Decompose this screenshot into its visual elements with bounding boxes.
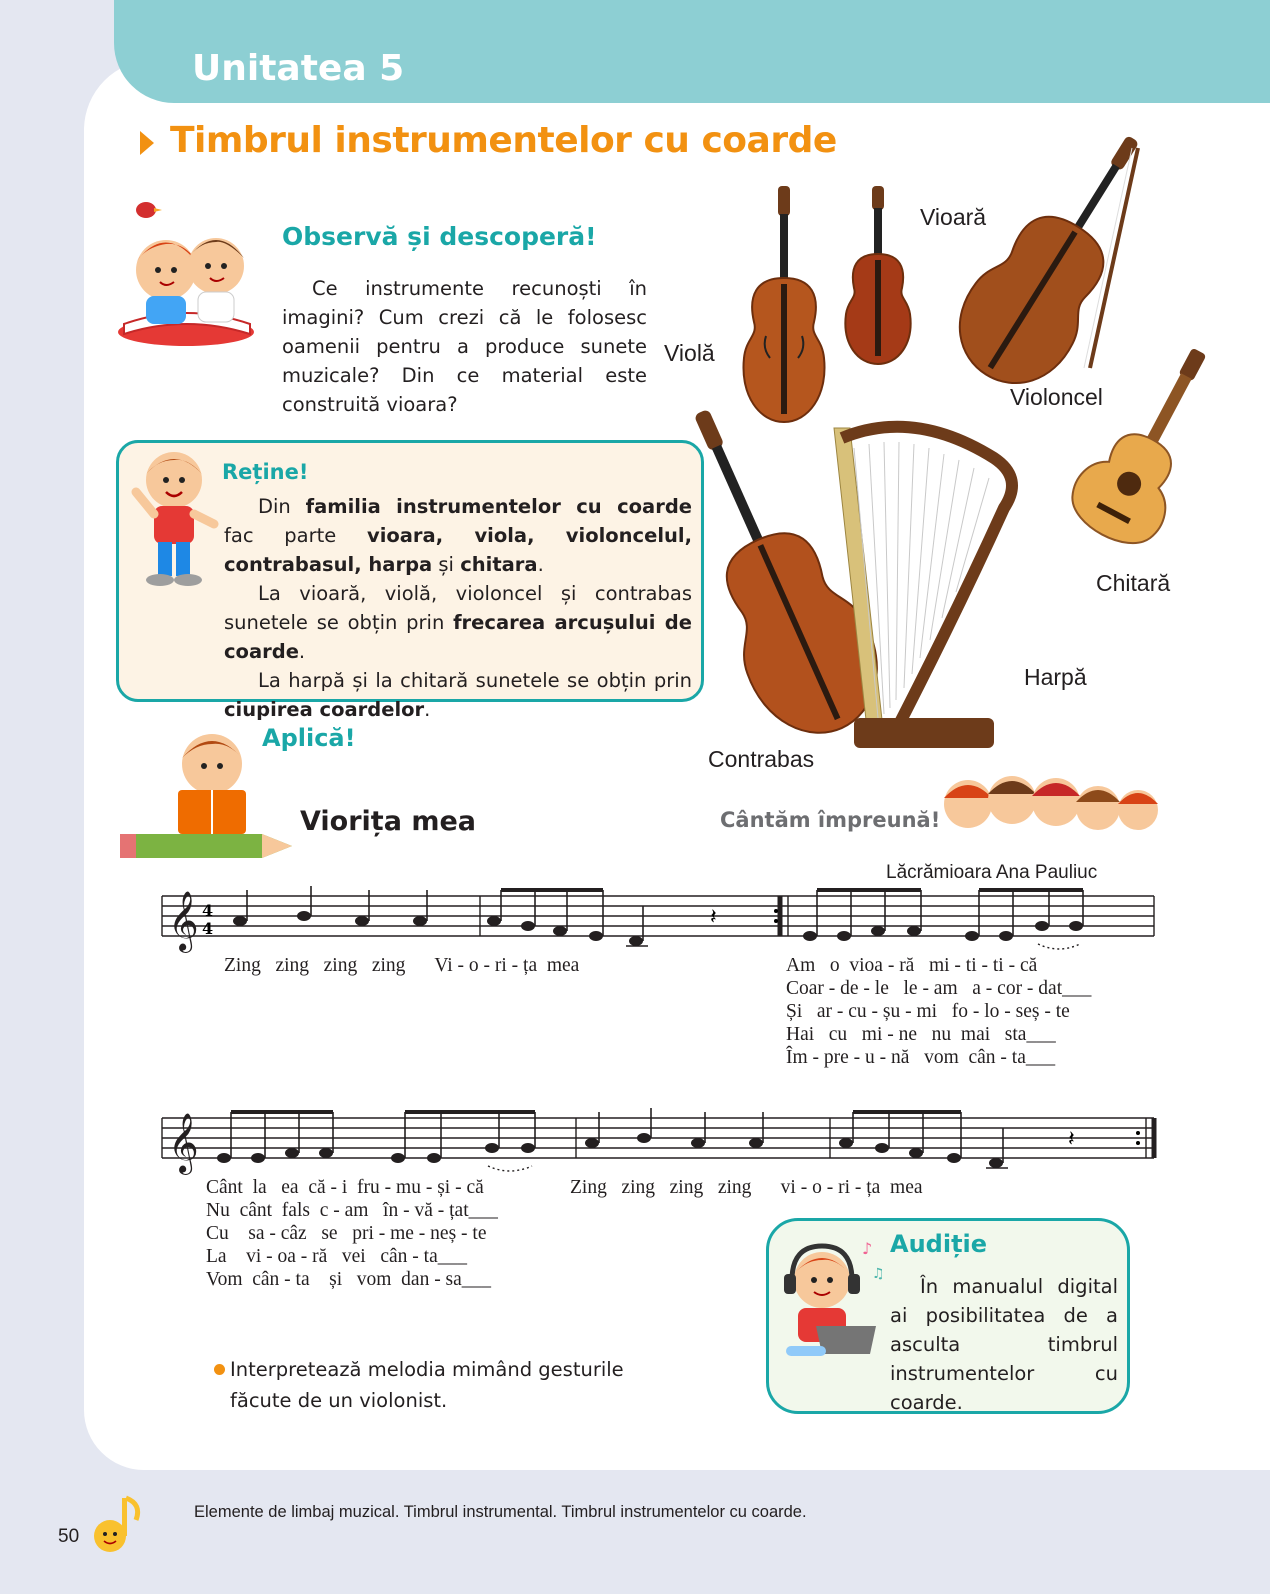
aplica-heading: Aplică! <box>262 724 356 752</box>
lyrics-row-1-refrain: Zing zing zing zing Vi - o - ri - ța mea <box>224 955 580 976</box>
retine-heading: Reține! <box>222 460 309 484</box>
svg-text:4: 4 <box>202 901 214 920</box>
child-headphones-laptop-illustration <box>776 1234 886 1364</box>
music-staff-row-2 <box>162 1112 1162 1172</box>
label-violin: Vioară <box>920 204 987 230</box>
label-viola: Violă <box>664 340 715 366</box>
audio-text: În manualul digital ai posibilitatea de a asculta timbrul instrumentelor cu coarde. <box>890 1275 1118 1414</box>
label-guitar: Chitară <box>1096 570 1171 596</box>
children-singing-illustration <box>940 764 1162 844</box>
task-text: Interpretează melodia mimând gesturile făcute de un violonist. <box>230 1358 624 1412</box>
kids-reading-illustration <box>116 192 281 352</box>
svg-text:𝄞: 𝄞 <box>168 891 199 951</box>
harp-icon <box>814 418 1024 768</box>
lyrics-row-2-refrain: Zing zing zing zing vi - o - ri - ța mea <box>570 1177 923 1198</box>
unit-title: Unitatea 5 <box>192 48 405 89</box>
label-cello: Violoncel <box>1010 384 1103 410</box>
observa-heading: Observă și descoperă! <box>282 222 597 251</box>
retine-text: Din familia instrumentelor cu coarde fac parte vioara, viola, violoncelul, contrabasul, harpa și chitara. La vioară, violă, violoncel și contrabas sunetele se obțin prin frecarea arcușului de coarde. La harpă și la chitară sunetele se obțin prin ciupirea coardelor. <box>224 495 692 721</box>
svg-text:4: 4 <box>202 919 214 938</box>
footer-text: Elemente de limbaj muzical. Timbrul instrumental. Timbrul instrumentelor cu coarde. <box>194 1503 807 1521</box>
boy-pointing-illustration <box>128 444 220 589</box>
song-title: Viorița mea <box>300 806 476 837</box>
audio-heading: Audiție <box>890 1230 988 1258</box>
observa-text: Ce instrumente recunoști în imagini? Cum crezi că le folosesc oamenii pentru a produce sunete muzicale? Din ce material este construită vioara? <box>282 277 647 416</box>
page-bottom-band <box>0 1455 1270 1594</box>
title-arrow-icon <box>140 131 154 155</box>
svg-text:𝄞: 𝄞 <box>168 1113 199 1173</box>
svg-text:♫: ♫ <box>872 1266 885 1282</box>
lesson-title: Timbrul instrumentelor cu coarde <box>170 120 837 161</box>
label-double-bass: Contrabas <box>708 746 815 772</box>
lyrics-row-2-verses: Cânt la ea că - i fru - mu - și - că Nu cânt fals c - am în - vă - țat___ Cu sa - câz se pri - me - neș - te La vi - oa - ră vei cân - ta___ Vom cân - ta și vom dan - sa___ <box>206 1177 498 1290</box>
label-harp: Harpă <box>1024 664 1087 690</box>
sing-together-label: Cântăm împreună! <box>720 808 941 832</box>
guitar-icon <box>1072 338 1222 558</box>
bullet-dot-icon <box>214 1364 225 1375</box>
violin-icon <box>840 186 916 372</box>
page-number: 50 <box>58 1526 80 1547</box>
music-note-mascot-icon <box>84 1494 144 1554</box>
svg-text:𝄽: 𝄽 <box>1068 1127 1075 1152</box>
composer-name: Lăcrămioara Ana Pauliuc <box>886 862 1098 883</box>
svg-text:𝄽: 𝄽 <box>710 905 717 930</box>
music-staff-row-1 <box>162 890 1162 950</box>
lyrics-row-1-verses: Am o vioa - ră mi - ti - ti - că Coar - de - le le - am a - cor - dat___ Și ar - cu - șu - mi fo - lo - seș - te Hai cu mi - ne nu mai sta___ Îm - pre - u - nă vom cân - ta___ <box>786 955 1092 1068</box>
svg-text:♪: ♪ <box>862 1239 873 1258</box>
